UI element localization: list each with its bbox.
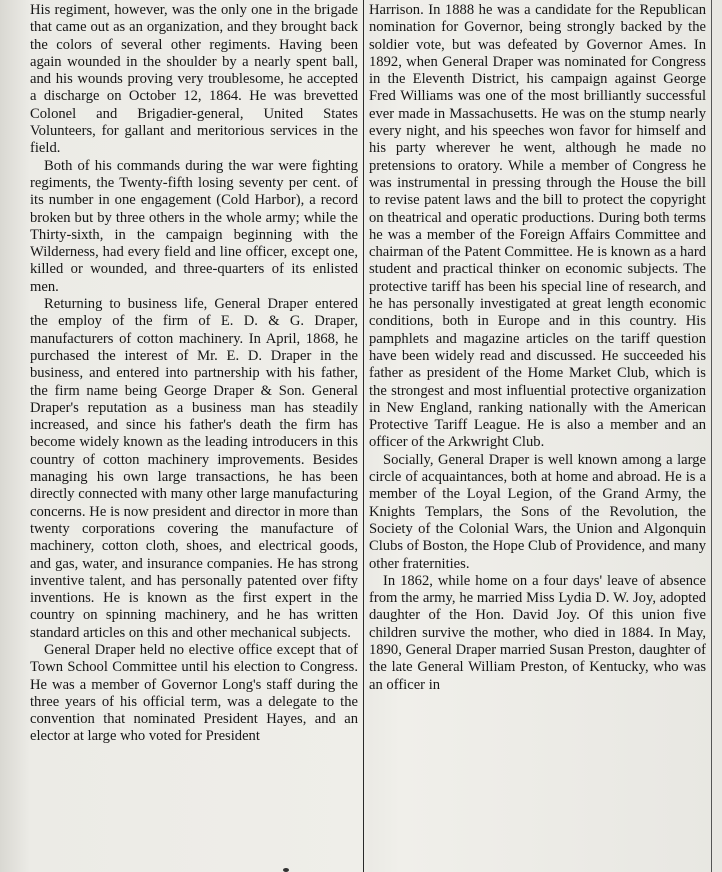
paragraph: Socially, General Draper is well known among a large circle of acquaintances, both at home and abroad. He is a member of the Loyal Legion, of the Grand Army, the Knights Templars, the Sons of the Revolution, the Society of the Colonial Wars, the Union and Algonquin Clubs of Boston, the Hope Club of Providence, and many other fraternities. [369, 451, 706, 572]
paragraph: Harrison. In 1888 he was a candidate for the Republican nomination for Governor, being strongly backed by the soldier vote, but was defeated by Governor Ames. In 1892, when General Draper was nominated for Congress in the Eleventh District, his campaign against George Fred Williams was one of the most brilliantly successful ever made in Massachusetts. He was on the stump nearly every night, and his speeches won favor for himself and his party wherever he went, although he made no pretensions to oratory. While a member of Congress he was instrumental in pressing through the House the bill to revise patent laws and the bill to protect the copyright on theatrical and operatic productions. During both terms he was a member of the Foreign Affairs Committee and chairman of the Patent Committee. He is known as a hard student and practical thinker on economic subjects. The protective tariff has been his special line of research, and he has personally investigated at great length economic conditions, both in Europe and in this country. His pamphlets and magazine articles on the tariff question have been widely read and discussed. He succeeded his father as president of the Home Market Club, which is the strongest and most influential protective organization in New England, ranking nationally with the American Protective Tariff League. He is also a member and an officer of the Arkwright Club. [369, 2, 706, 451]
paragraph: In 1862, while home on a four days' leave of absence from the army, he married Miss Lydia D. W. Joy, adopted daughter of the Hon. David Joy. Of this union five children survive the mother, who died in 1884. In May, 1890, General Draper married Susan Preston, daughter of the late General William Preston, of Kentucky, who was an officer in [369, 572, 706, 693]
paragraph: His regiment, however, was the only one in the brigade that came out as an organization, and they brought back the colors of several other regiments. Having been again wounded in the shoulder by a nearly spent ball, and his wounds proving very troublesome, he accepted a discharge on October 12, 1864. He was brevetted Colonel and Brigadier-general, United States Volunteers, for gallant and meritorious services in the field. [30, 2, 358, 157]
right-column [369, 2, 706, 858]
left-column [30, 2, 358, 858]
paragraph: Both of his commands during the war were fighting regiments, the Twenty-fifth losing seventy per cent. of its number in one engagement (Cold Harbor), a record broken but by three others in the whole army; while the Thirty-sixth, in the campaign beginning with the Wilderness, had every field and line officer, except one, killed or wounded, and three-quarters of its enlisted men. [30, 157, 358, 295]
paragraph: Returning to business life, General Draper entered the employ of the firm of E. D. & G. Draper, manufacturers of cotton machinery. In April, 1868, he purchased the interest of Mr. E. D. Draper in the business, and entered into partnership with his father, the firm name being George Draper & Son. General Draper's reputation as a business man has steadily increased, and since his father's death the firm has become widely known as the leading introducers in this country of cotton machinery improvements. Besides managing his own large transactions, he has been directly connected with many other large manufacturing concerns. He is now president and director in more than twenty corporations covering the manufacture of machinery, cotton cloth, shoes, and electrical goods, and gas, water, and insurance companies. He has strong inventive talent, and has personally patented over fifty inventions. He is known as the first expert in the country on spinning machinery, and he has written standard articles on this and other mechanical subjects. [30, 296, 358, 641]
ink-speck [283, 868, 289, 872]
page-edge-rule [711, 0, 712, 872]
paragraph: General Draper held no elective office except that of Town School Committee until his election to Congress. He was a member of Governor Long's staff during the three years of his official term, was a delegate to the convention that nominated President Hayes, and an elector at large who voted for President [30, 641, 358, 745]
column-divider [363, 0, 364, 872]
